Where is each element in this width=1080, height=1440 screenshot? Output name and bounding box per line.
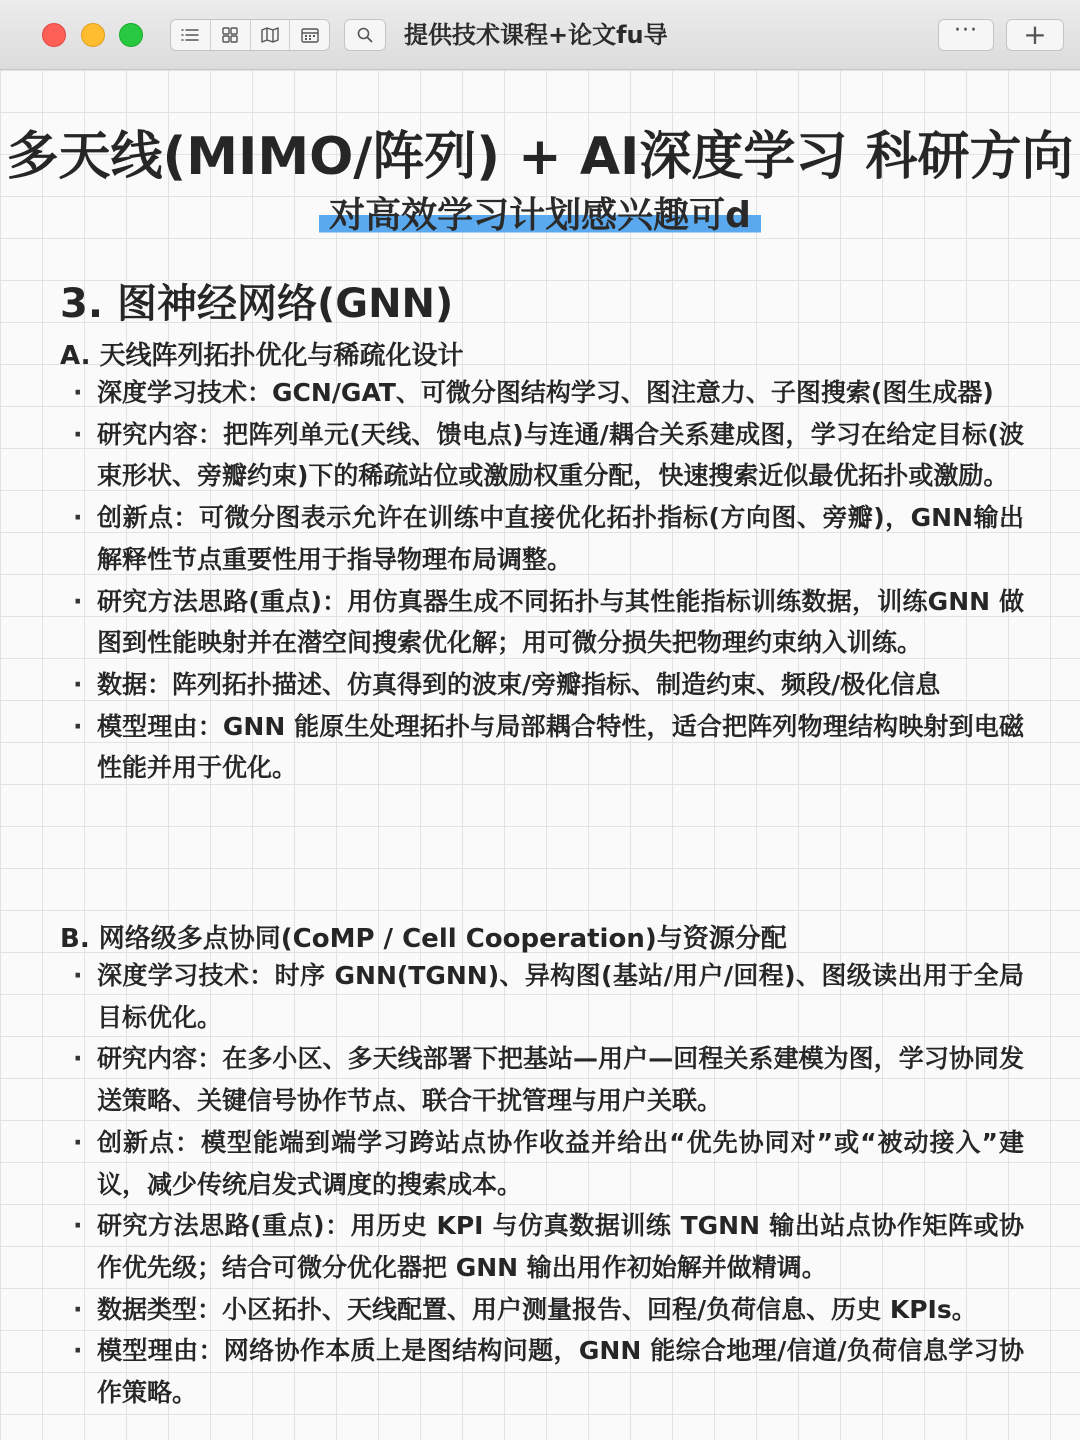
map-view-button[interactable] [251,20,291,50]
grid-view-icon [221,26,239,44]
window-titlebar [0,0,1080,70]
bullet-item [60,1038,1024,1121]
subsection-a-title: A. 天线阵列拓扑优化与稀疏化设计 [60,341,464,371]
grid-view-button[interactable] [211,20,251,50]
window-title: 提供技术课程+论文fu导 [404,21,668,49]
section-title: 3. 图神经网络(GNN) [60,281,454,327]
calendar-view-button[interactable] [290,20,329,50]
list-view-icon [180,27,200,43]
note-subtitle-highlight: 对高效学习计划感兴趣可d [319,194,761,238]
note-title: 多天线(MIMO/阵列) + AI深度学习 科研方向 [6,127,1074,187]
search-button[interactable] [344,19,386,51]
bullet-item [60,581,1024,664]
bullet-mark: · [73,419,83,449]
more-icon: ··· [954,18,978,43]
bullet-item [60,1205,1024,1288]
bullet-item [60,414,1024,497]
bullet-mark: · [73,378,83,407]
bullet-mark: · [73,503,83,533]
bullet-item [60,1122,1024,1205]
zoom-window-button[interactable] [119,23,143,47]
bullet-item [60,372,1024,414]
bullet-item [60,706,1024,789]
list-view-button[interactable] [171,20,211,50]
subsection-a-bullet-list [60,372,1024,789]
minimize-window-button[interactable] [81,23,105,47]
bullet-text: 数据：阵列拓扑描述、仿真得到的波束/旁瓣指标、制造约束、频段/极化信息 [97,669,941,699]
bullet-text: 深度学习技术：GCN/GAT、可微分图结构学习、图注意力、子图搜索(图生成器) [97,378,994,407]
bullet-mark: · [73,1211,83,1241]
bullet-mark: · [73,1294,83,1324]
bullet-mark: · [73,1336,83,1366]
bullet-item [60,497,1024,580]
search-icon [356,26,374,44]
bullet-mark: · [73,961,83,990]
subsection-b-bullet-list [60,955,1024,1414]
add-note-button[interactable] [1006,19,1064,51]
bullet-text: 研究方法思路(重点)：用历史 KPI 与仿真数据训练 TGNN 输出站点协作矩阵或协作优先级；结合可微分优化器把 GNN 输出用作初始解并做精调。 [97,1211,1024,1282]
bullet-item [60,664,1024,706]
close-window-button[interactable] [42,23,66,47]
bullet-mark: · [73,669,83,699]
view-mode-segmented-control [170,19,330,51]
bullet-text: 模型理由：网络协作本质上是图结构问题，GNN 能综合地理/信道/负荷信息学习协作策略。 [97,1336,1024,1408]
bullet-mark: · [73,1127,83,1157]
bullet-text: 创新点：模型能端到端学习跨站点协作收益并给出“优先协同对”或“被动接入”建议，减少传统启发式调度的搜索成本。 [97,1127,1024,1199]
bullet-text: 模型理由：GNN 能原生处理拓扑与局部耦合特性，适合把阵列物理结构映射到电磁性能并用于优化。 [97,711,1024,783]
bullet-item [60,955,1024,1038]
bullet-text: 研究内容：在多小区、多天线部署下把基站—用户—回程关系建模为图，学习协同发送策略、关键信号协作节点、联合干扰管理与用户关联。 [97,1044,1024,1116]
more-button[interactable] [938,19,994,51]
bullet-mark: · [73,586,83,616]
bullet-text: 深度学习技术：时序 GNN(TGNN)、异构图(基站/用户/回程)、图级读出用于全局目标优化。 [97,961,1024,1032]
bullet-item [60,1330,1024,1413]
subsection-b-title: B. 网络级多点协同(CoMP / Cell Cooperation)与资源分配 [60,924,787,954]
bullet-mark: · [73,1044,83,1074]
note-page[interactable] [0,70,1080,1440]
bullet-item [60,1289,1024,1331]
bullet-mark: · [73,711,83,741]
bullet-text: 数据类型：小区拓扑、天线配置、用户测量报告、回程/负荷信息、历史 KPIs。 [97,1294,977,1324]
plus-icon: + [1023,18,1047,51]
subtitle-wrapper [0,194,1080,238]
bullet-text: 研究内容：把阵列单元(天线、馈电点)与连通/耦合关系建成图，学习在给定目标(波束形状、旁瓣约束)下的稀疏站位或激励权重分配，快速搜索近似最优拓扑或激励。 [97,419,1024,491]
map-view-icon [260,26,280,44]
calendar-view-icon [300,26,320,44]
bullet-text: 研究方法思路(重点)：用仿真器生成不同拓扑与其性能指标训练数据，训练GNN 做图到性能映射并在潜空间搜索优化解；用可微分损失把物理约束纳入训练。 [97,586,1024,658]
bullet-text: 创新点：可微分图表示允许在训练中直接优化拓扑指标(方向图、旁瓣)，GNN输出解释性节点重要性用于指导物理布局调整。 [97,503,1024,574]
